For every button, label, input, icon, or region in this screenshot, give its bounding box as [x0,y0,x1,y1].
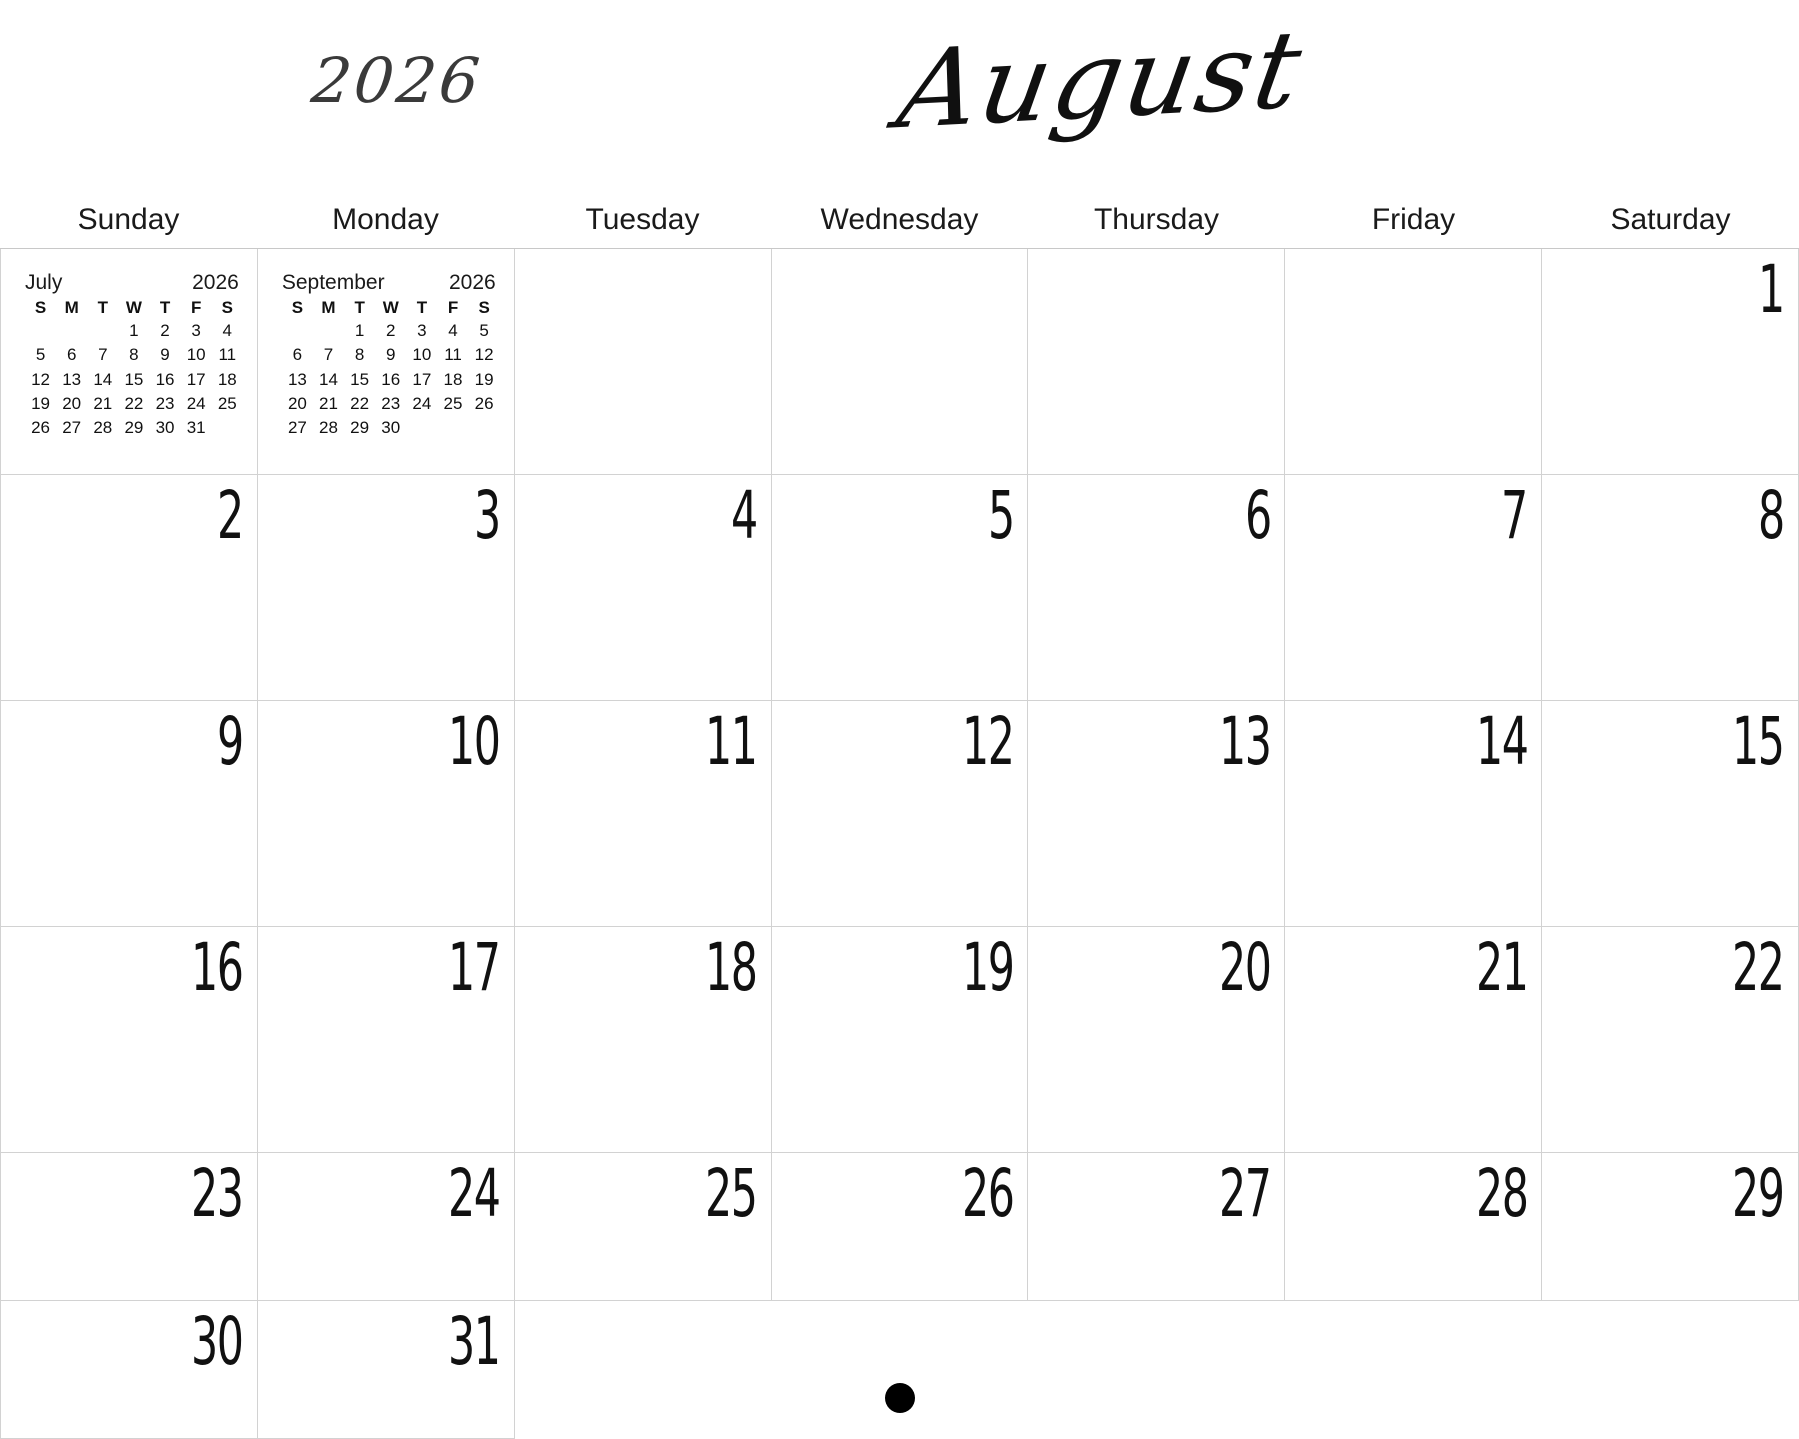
mini-day: 16 [381,369,401,389]
mini-day: 11 [444,345,462,365]
mini-day: 1 [354,321,365,340]
day-cell[interactable] [1028,1301,1285,1439]
mini-day: 30 [155,418,175,437]
mini-dow: W [382,298,399,317]
day-number: 6 [1244,477,1271,554]
mini-day: 7 [98,345,108,365]
mini-dow: T [416,298,428,317]
mini-day: 14 [319,369,338,389]
day-cell[interactable] [772,701,1029,927]
weekday-friday: Friday [1371,203,1456,236]
day-number: 31 [448,1303,500,1380]
calendar-week-row [0,1153,1799,1301]
day-number: 10 [448,703,500,780]
mini-dow: T [159,298,171,317]
mini-day: 11 [218,345,237,365]
mini-dow: S [291,298,304,317]
day-cell[interactable] [1028,927,1285,1153]
day-number: 8 [1758,477,1784,554]
mini-day: 19 [474,369,494,389]
mini-day [25,320,56,341]
day-number: 19 [961,929,1014,1006]
mini-day: 19 [31,393,51,413]
day-number: 27 [1218,1155,1271,1232]
mini-day: 2 [160,321,170,340]
mini-day [469,417,500,438]
mini-day: 5 [479,321,489,340]
mini-dow: T [97,298,108,317]
mini-day: 21 [319,393,338,413]
day-cell[interactable] [772,475,1029,701]
day-cell[interactable] [1542,1301,1799,1439]
mini-month-dow-row [25,298,243,318]
calendar-week-row [0,927,1799,1153]
mini-day: 20 [287,393,307,413]
mini-day: 13 [287,369,307,389]
day-cell[interactable] [1285,927,1542,1153]
day-cell[interactable] [515,249,772,475]
mini-dow: S [34,298,47,317]
mini-day: 24 [186,393,206,413]
mini-dow: S [478,298,490,317]
mini-day: 26 [474,393,494,413]
day-number: 9 [217,703,243,780]
day-number: 17 [448,929,500,1006]
day-cell[interactable] [515,927,772,1153]
mini-month-header [282,271,500,295]
mini-day [313,320,344,341]
weekday-saturday: Saturday [1610,203,1731,236]
day-cell[interactable] [1285,1153,1542,1301]
mini-day: 5 [35,345,46,365]
mini-day: 26 [31,418,51,437]
mini-day: 13 [62,369,82,389]
mini-dow: F [190,298,202,317]
mini-day [56,320,87,341]
calendar-header [0,0,1799,192]
day-cell[interactable] [258,1301,515,1439]
day-cell[interactable] [1285,701,1542,927]
mini-day: 4 [222,321,232,340]
day-cell[interactable] [1542,249,1799,475]
mini-month-days [25,320,243,438]
day-number: 29 [1732,1155,1784,1232]
day-cell[interactable] [515,1301,772,1439]
mini-day: 23 [381,393,401,413]
day-number: 3 [473,477,500,554]
day-number: 4 [730,477,757,554]
weekday-sunday: Sunday [77,203,180,236]
day-number: 20 [1218,929,1271,1006]
day-cell[interactable] [1028,475,1285,701]
mini-dow: S [221,298,233,317]
weekday-wednesday: Wednesday [820,203,979,236]
day-cell[interactable] [258,927,515,1153]
day-number: 23 [191,1155,243,1232]
mini-day: 18 [217,369,237,389]
mini-month-july [25,271,243,438]
day-cell[interactable] [1,701,258,927]
month-title: August [889,7,1311,154]
day-cell[interactable] [258,1153,515,1301]
day-cell[interactable] [772,1153,1029,1301]
mini-day: 23 [155,393,175,413]
mini-day: 22 [350,393,370,413]
mini-day: 12 [31,369,51,389]
mini-day [406,417,437,438]
mini-dow: M [321,298,336,317]
mini-dow: W [125,298,142,317]
day-cell[interactable] [258,701,515,927]
mini-day: 18 [443,369,463,389]
day-cell[interactable] [1542,701,1799,927]
mini-day [87,320,118,341]
mini-day: 8 [354,345,365,365]
day-number: 25 [705,1155,757,1232]
day-number: 28 [1475,1155,1528,1232]
day-cell[interactable] [258,475,515,701]
day-number: 5 [987,477,1014,554]
mini-dow: M [64,298,79,317]
day-cell[interactable] [1542,475,1799,701]
day-number: 7 [1501,477,1528,554]
day-cell[interactable] [1285,249,1542,475]
mini-month-name: September [281,271,385,294]
mini-day: 1 [129,321,139,340]
day-number: 13 [1218,703,1271,780]
day-number: 12 [961,703,1014,780]
year-label: 2026 [308,44,486,117]
weekday-thursday: Thursday [1093,203,1220,236]
mini-day: 22 [124,393,144,413]
mini-day: 9 [386,345,396,365]
mini-month-year: 2026 [192,271,239,294]
day-cell[interactable] [515,475,772,701]
day-cell[interactable] [1,249,258,475]
weekday-header-row [0,192,1799,249]
day-cell[interactable] [1542,1153,1799,1301]
mini-day: 21 [93,393,113,413]
weekday-tuesday: Tuesday [585,203,700,236]
day-cell[interactable] [1028,1153,1285,1301]
mini-dow: F [447,298,459,317]
day-cell[interactable] [1,475,258,701]
mini-day: 27 [287,418,307,437]
mini-day [282,320,313,341]
mini-day: 29 [350,418,370,437]
day-cell[interactable] [772,249,1029,475]
mini-day: 20 [62,393,82,413]
day-number: 24 [448,1155,500,1232]
calendar-week-row [0,249,1799,475]
mini-day: 15 [350,369,370,389]
day-cell[interactable] [1,927,258,1153]
calendar-week-row [0,475,1799,701]
mini-day: 25 [217,393,237,413]
day-cell[interactable] [1285,1301,1542,1439]
day-number: 14 [1475,703,1528,780]
mini-day [212,417,243,438]
day-cell[interactable] [1028,701,1285,927]
new-moon-icon [885,1383,915,1413]
mini-day: 4 [448,321,458,340]
mini-day: 3 [191,321,201,340]
mini-day: 31 [186,418,206,437]
mini-month-september [282,271,500,438]
day-number: 30 [191,1303,243,1380]
day-cell[interactable] [772,927,1029,1153]
mini-day: 15 [124,369,144,389]
day-cell[interactable] [515,701,772,927]
day-number: 21 [1475,929,1528,1006]
mini-month-year: 2026 [448,271,496,294]
day-cell[interactable] [1028,249,1285,475]
day-cell[interactable] [1,1153,258,1301]
mini-day: 14 [93,369,113,389]
mini-day: 9 [160,345,170,365]
day-cell[interactable] [258,249,515,475]
mini-day: 27 [62,418,82,437]
mini-day: 29 [124,418,144,437]
mini-day: 17 [412,369,432,389]
mini-day: 28 [93,418,113,437]
mini-month-header [25,271,243,295]
mini-day: 8 [129,345,139,365]
day-cell[interactable] [772,1301,1029,1439]
day-number: 26 [961,1155,1014,1232]
day-cell[interactable] [515,1153,772,1301]
day-cell[interactable] [1542,927,1799,1153]
mini-day: 7 [323,345,334,365]
mini-dow: T [354,298,365,317]
mini-day: 28 [319,418,338,437]
mini-day: 10 [186,345,206,365]
mini-month-days [282,320,500,438]
day-cell[interactable] [1285,475,1542,701]
mini-month-name: July [25,271,63,294]
mini-day: 30 [381,418,401,437]
mini-day: 25 [443,393,463,413]
calendar-week-row [0,701,1799,927]
weekday-monday: Monday [332,203,439,236]
calendar-week-row [0,1301,1799,1439]
mini-day: 16 [155,369,175,389]
mini-day: 3 [417,321,427,340]
day-number: 2 [217,477,243,554]
day-number: 18 [705,929,757,1006]
mini-day: 24 [412,393,432,413]
day-number: 11 [705,703,757,780]
mini-day: 2 [386,321,396,340]
mini-day: 10 [412,345,432,365]
day-cell[interactable] [1,1301,258,1439]
mini-day [437,417,468,438]
day-number: 15 [1732,703,1784,780]
mini-month-dow-row [282,298,500,318]
mini-day: 6 [66,345,77,365]
day-number: 1 [1758,251,1784,328]
mini-day: 6 [292,345,303,365]
mini-day: 12 [474,345,494,365]
day-number: 16 [191,929,243,1006]
mini-day: 17 [186,369,206,389]
day-number: 22 [1732,929,1784,1006]
